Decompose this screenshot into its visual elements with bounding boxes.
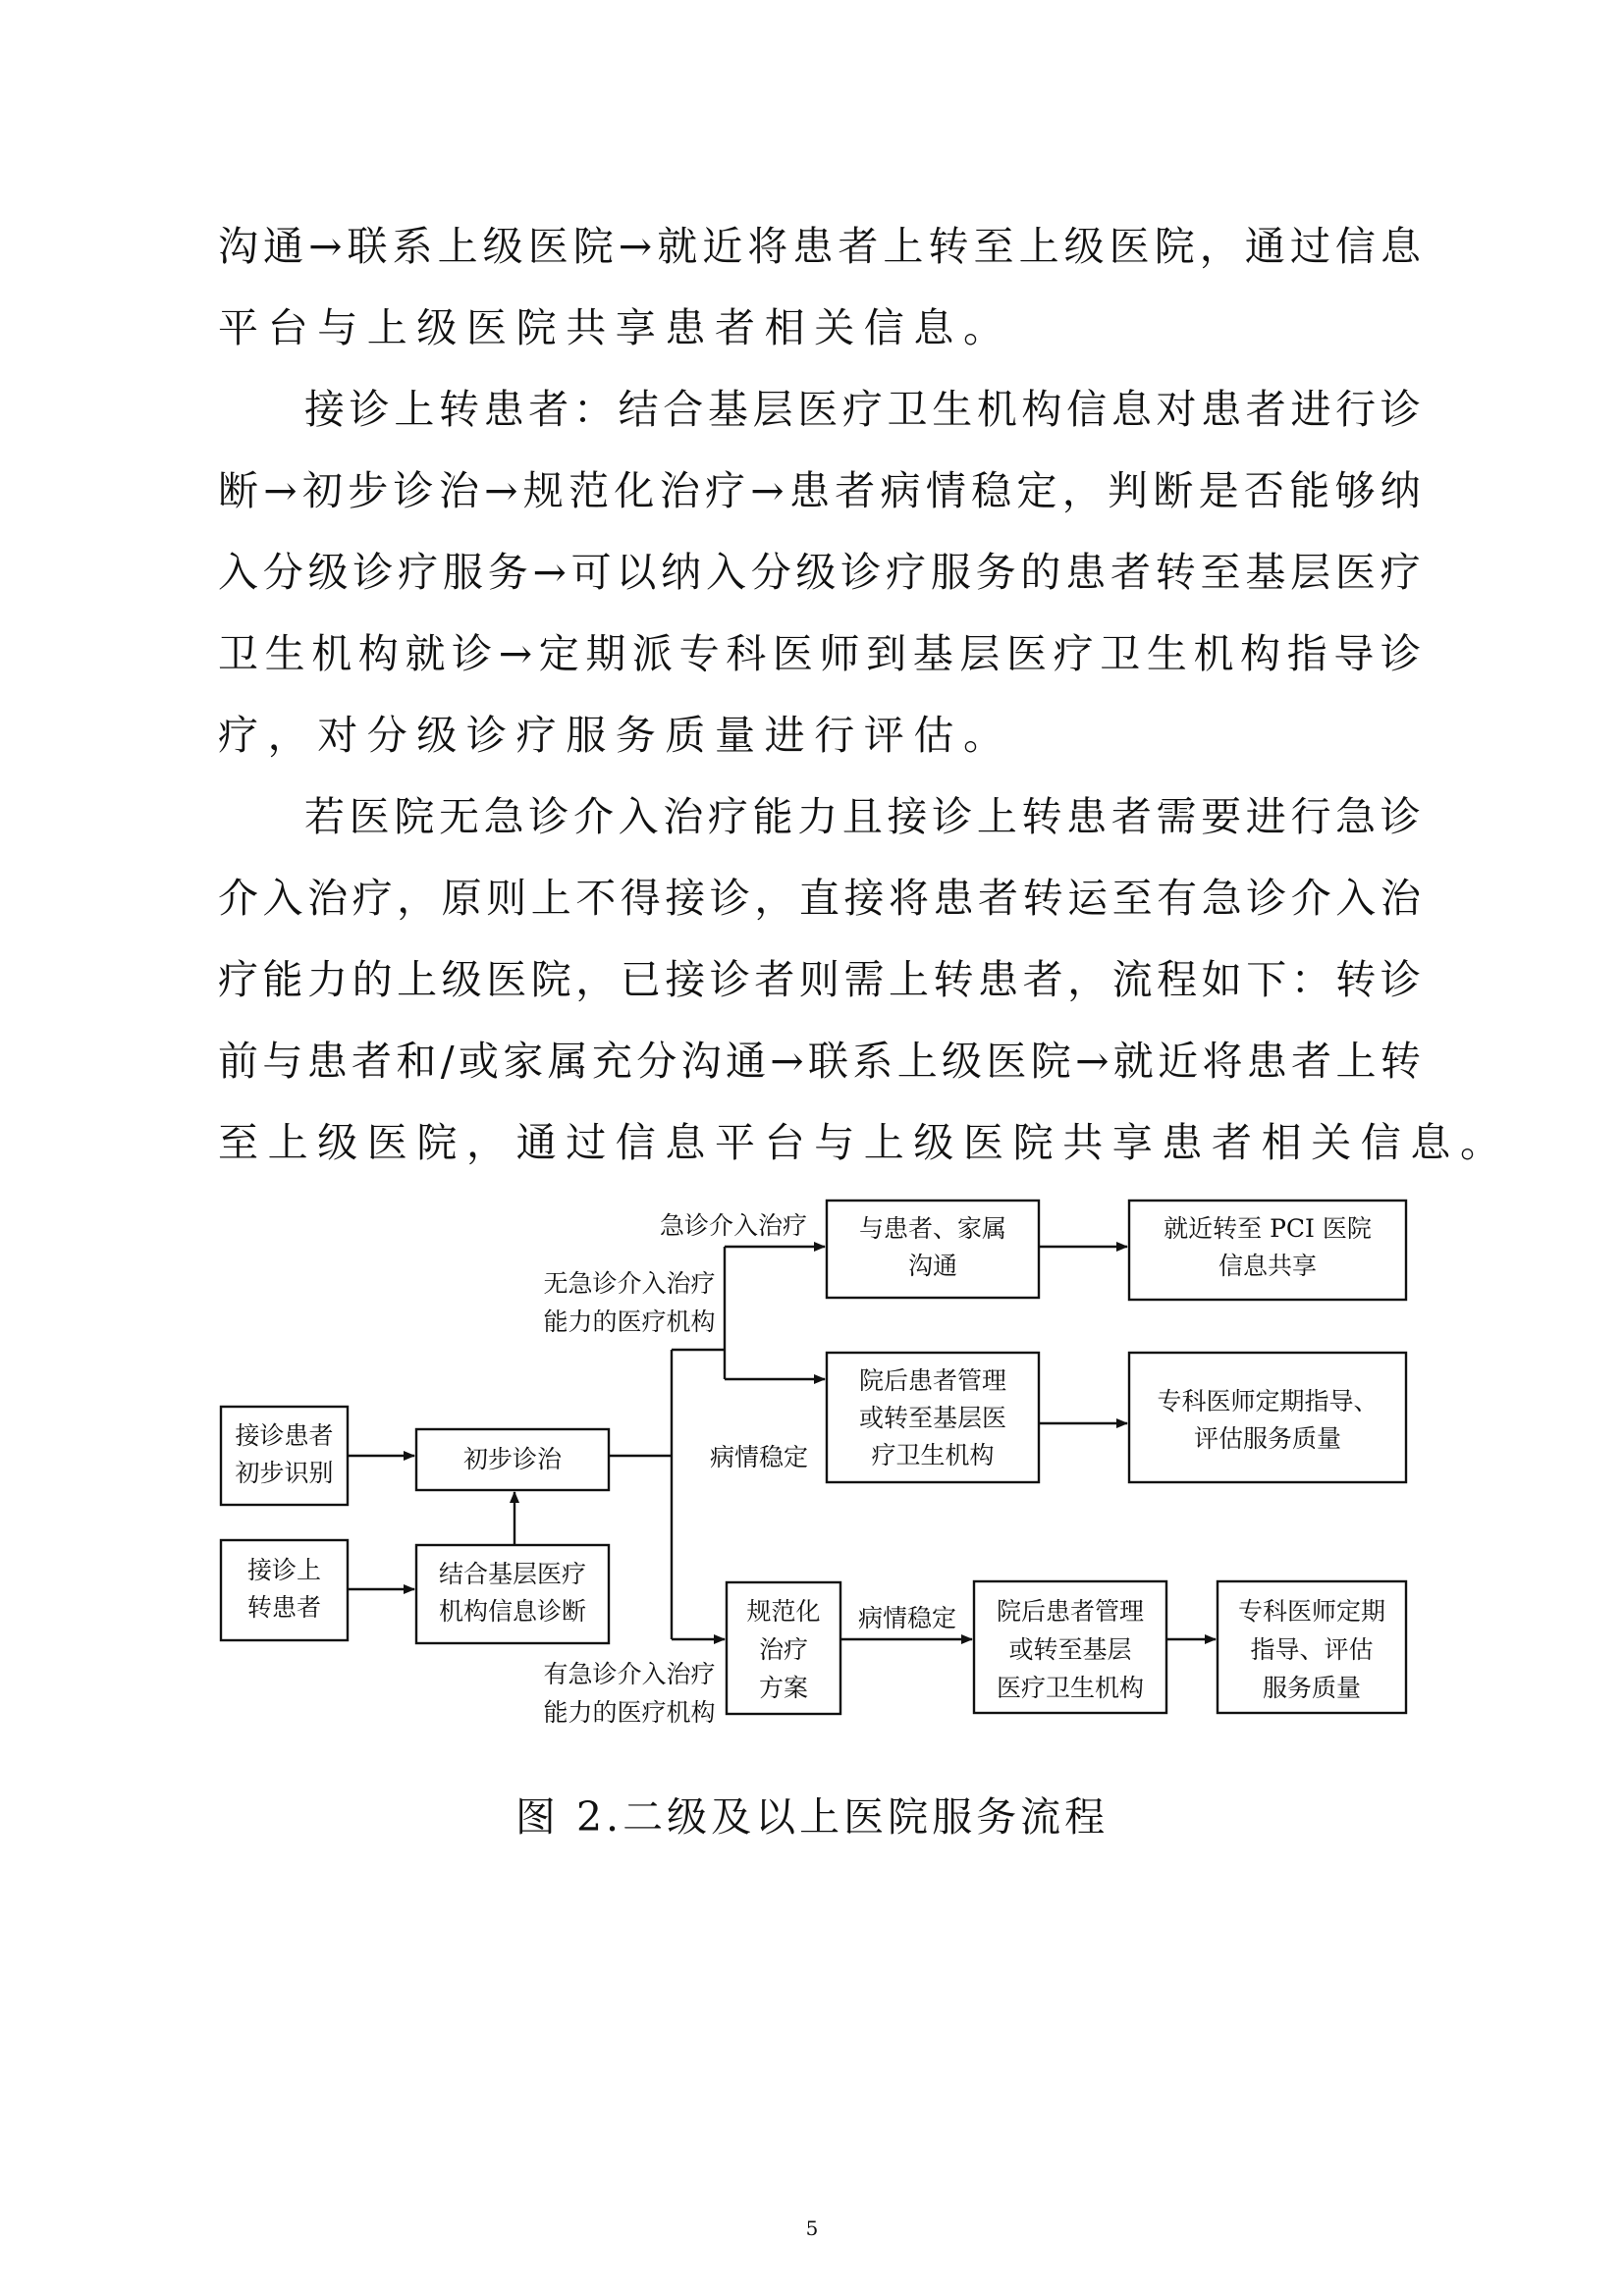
no-emergency-capability-label: 能力的医疗机构: [543, 1308, 716, 1336]
no-emergency-capability-label: 无急诊介入治疗: [543, 1269, 716, 1298]
box-text: 服务质量: [1262, 1674, 1362, 1702]
text-line: 平台与上级医院共享患者相关信息。: [218, 304, 1013, 351]
text-line: 疗，对分级诊疗服务质量进行评估。: [218, 712, 1013, 759]
text-line: 若 医 院 无 急 诊 介 入 治 疗 能 力 且 接 诊 上 转 患 者 需 要 进 行 急 诊: [304, 793, 1421, 840]
text-line: 至上级医院，通过信息平台与上级医院共享患者相关信息。: [218, 1119, 1510, 1166]
box-text: 专科医师定期指导、: [1157, 1387, 1379, 1415]
text-line: 接 诊 上 转 患 者 ： 结 合 基 层 医 疗 卫 生 机 构 信 息 对 患 者 进 行 诊: [304, 386, 1421, 433]
has-emergency-capability-label: 能力的医疗机构: [543, 1698, 716, 1727]
box-text: 转患者: [246, 1593, 322, 1622]
box-text: 治疗: [758, 1635, 809, 1664]
box-text: 初步识别: [235, 1459, 334, 1487]
box-text: 院后患者管理: [858, 1366, 1007, 1395]
box-text: 沟通: [907, 1252, 958, 1280]
box-text: 初步诊治: [462, 1445, 563, 1473]
text-line: 断 → 初 步 诊 治 → 规 范 化 治 疗 → 患 者 病 情 稳 定 ， 判 断 是 否 能 够 纳: [218, 467, 1421, 514]
text-line: 前 与 患 者 和 / 或 家 属 充 分 沟 通 → 联 系 上 级 医 院 → 就 近 将 患 者 上 转: [218, 1038, 1421, 1085]
stable-label: 病情稳定: [857, 1604, 957, 1632]
initial-treatment-box: [416, 1429, 609, 1490]
intake-identify-box: [221, 1407, 348, 1505]
stable-label: 病情稳定: [709, 1443, 809, 1471]
figure-caption: 图 2.二级及以上医院服务流程: [514, 1793, 1110, 1841]
box-text: 接诊患者: [235, 1421, 334, 1450]
box-text: 指导、评估: [1250, 1635, 1374, 1664]
transfer-pci-box: [1129, 1201, 1406, 1300]
box-text: 机构信息诊断: [438, 1597, 587, 1626]
has-emergency-capability-label: 有急诊介入治疗: [543, 1660, 716, 1688]
box-text: 规范化: [746, 1597, 821, 1626]
box-text: 与患者、家属: [858, 1214, 1007, 1243]
box-text: 医疗卫生机构: [996, 1674, 1145, 1702]
intake-referral-box: [221, 1540, 348, 1640]
emergency-intervention-label: 急诊介入治疗: [659, 1211, 808, 1240]
post-discharge-bottom-box: [974, 1581, 1166, 1713]
box-text: 信息共享: [1218, 1252, 1318, 1280]
box-text: 结合基层医疗: [438, 1560, 587, 1588]
box-text: 或转至基层医: [858, 1404, 1007, 1432]
box-text: 评估服务质量: [1193, 1424, 1342, 1453]
post-discharge-top-box: [827, 1353, 1039, 1482]
combined-diagnosis-box: [416, 1545, 609, 1643]
text-line: 入 分 级 诊 疗 服 务 → 可 以 纳 入 分 级 诊 疗 服 务 的 患 者 转 至 基 层 医 疗: [218, 549, 1421, 596]
text-line: 介 入 治 疗 ， 原 则 上 不 得 接 诊 ， 直 接 将 患 者 转 运 至 有 急 诊 介 入 治: [218, 875, 1421, 922]
box-text: 接诊上: [246, 1556, 322, 1584]
communicate-family-box: [827, 1201, 1039, 1298]
box-text: 方案: [758, 1674, 809, 1702]
page-number: 5: [805, 2216, 819, 2240]
specialist-guidance-top-box: [1129, 1353, 1406, 1482]
box-text: 疗卫生机构: [871, 1441, 995, 1469]
text-line: 卫 生 机 构 就 诊 → 定 期 派 专 科 医 师 到 基 层 医 疗 卫 生 机 构 指 导 诊: [218, 630, 1421, 677]
text-line: 沟 通 → 联 系 上 级 医 院 → 就 近 将 患 者 上 转 至 上 级 医 院 ， 通 过 信 息: [218, 223, 1421, 270]
standardized-plan-box: [727, 1582, 840, 1714]
box-text: 专科医师定期: [1237, 1597, 1386, 1626]
box-text: 或转至基层: [1008, 1635, 1132, 1664]
box-text: 院后患者管理: [996, 1597, 1145, 1626]
box-text: 就近转至 PCI 医院: [1164, 1214, 1372, 1243]
specialist-guidance-bottom-box: [1218, 1581, 1406, 1713]
text-line: 疗 能 力 的 上 级 医 院 ， 已 接 诊 者 则 需 上 转 患 者 ， 流 程 如 下 ： 转 诊: [218, 956, 1421, 1003]
